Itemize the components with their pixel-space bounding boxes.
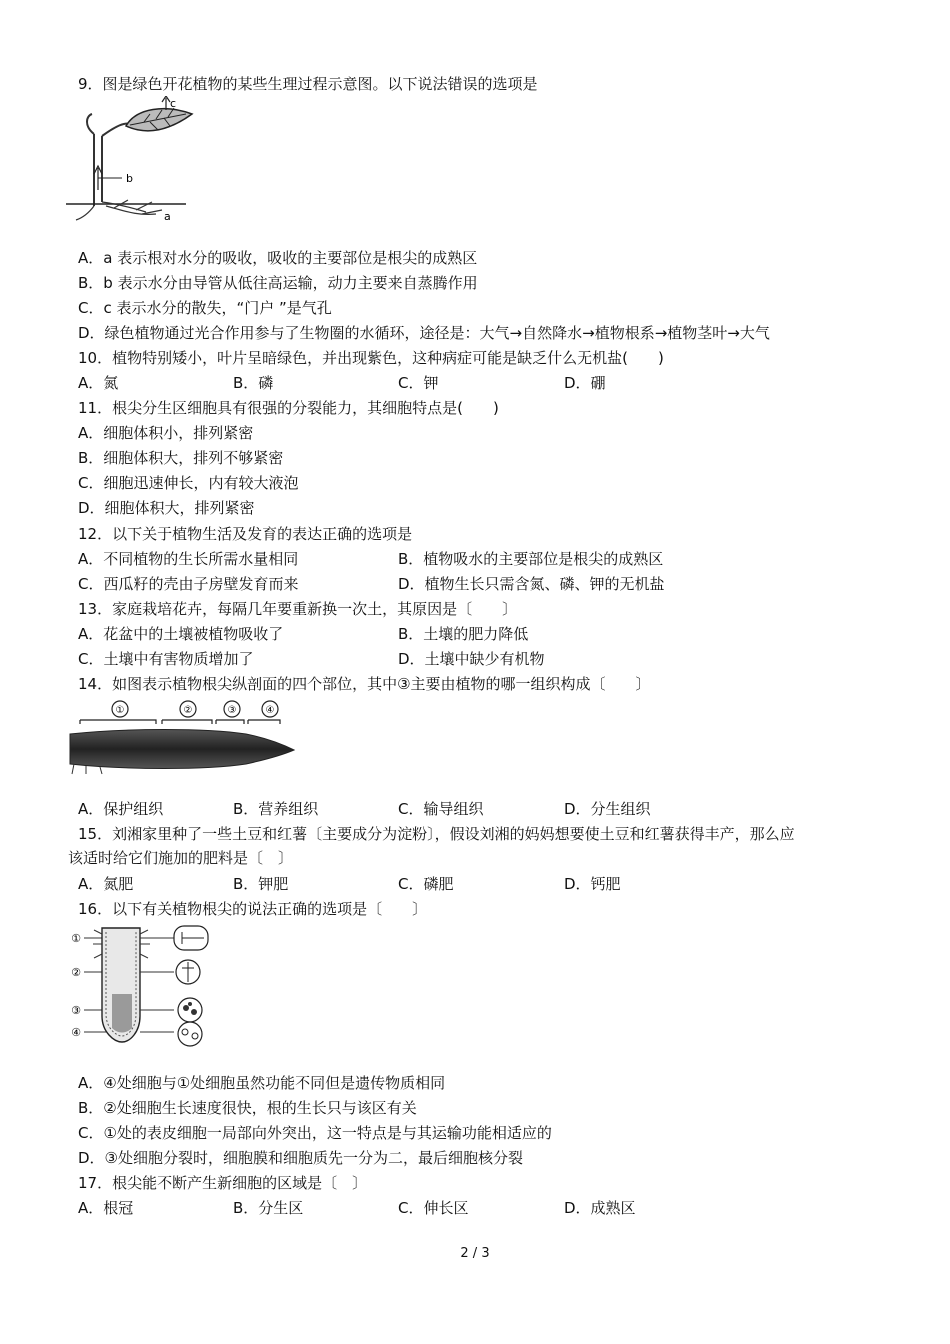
q16-root-tip-diagram <box>66 924 216 1048</box>
q17-option-a: A．根冠 <box>78 1199 134 1217</box>
q9-stem: 9．图是绿色开花植物的某些生理过程示意图。以下说法错误的选项是 <box>78 75 538 93</box>
q16-option-b: B．②处细胞生长速度很快，根的生长只与该区有关 <box>78 1099 417 1117</box>
q13-stem: 13．家庭栽培花卉，每隔几年要重新换一次土，其原因是〔 〕 <box>78 600 518 618</box>
q10-option-a: A．氮 <box>78 374 119 392</box>
q13-option-a: A．花盆中的土壤被植物吸收了 <box>78 625 284 643</box>
q9-label-c: c <box>170 97 177 110</box>
q15-option-d: D．钙肥 <box>564 875 621 893</box>
q9-option-d: D．绿色植物通过光合作用参与了生物圈的水循环，途径是：大气→自然降水→植物根系→植物茎叶→大气 <box>78 324 770 342</box>
q10-option-c: C．钾 <box>398 374 439 392</box>
q15-option-b: B．钾肥 <box>233 875 289 893</box>
q14-root-tip-diagram <box>66 698 298 778</box>
q12-option-b: B．植物吸水的主要部位是根尖的成熟区 <box>398 550 664 568</box>
q14-label-4: ④ <box>265 705 275 716</box>
q12-option-a: A．不同植物的生长所需水量相同 <box>78 550 299 568</box>
q14-label-2: ② <box>183 705 193 716</box>
q16-option-a: A．④处细胞与①处细胞虽然功能不同但是遗传物质相同 <box>78 1074 446 1092</box>
q9-plant-diagram <box>66 96 196 224</box>
q13-option-c: C．土壤中有害物质增加了 <box>78 650 254 668</box>
q16-label-3: ③ <box>71 1004 81 1017</box>
q12-option-d: D．植物生长只需含氮、磷、钾的无机盐 <box>398 575 665 593</box>
q10-option-b: B．磷 <box>233 374 274 392</box>
q16-label-1: ① <box>71 932 81 945</box>
q11-stem: 11．根尖分生区细胞具有很强的分裂能力，其细胞特点是( ) <box>78 399 499 417</box>
q17-stem: 17．根尖能不断产生新细胞的区域是〔 〕 <box>78 1174 368 1192</box>
q14-option-b: B．营养组织 <box>233 800 319 818</box>
q9-label-a: a <box>164 210 171 223</box>
q16-label-2: ② <box>71 966 81 979</box>
q12-option-c: C．西瓜籽的壳由子房壁发育而来 <box>78 575 299 593</box>
q17-option-b: B．分生区 <box>233 1199 304 1217</box>
q14-label-3: ③ <box>227 705 237 716</box>
q15-stem-line1: 15．刘湘家里种了一些土豆和红薯〔主要成分为淀粉〕，假设刘湘的妈妈想要使土豆和红薯获得丰产，那么应 <box>78 825 795 843</box>
q14-option-d: D．分生组织 <box>564 800 651 818</box>
q17-option-c: C．伸长区 <box>398 1199 469 1217</box>
q9-label-b: b <box>126 172 133 185</box>
q15-stem-line2: 该适时给它们施加的肥料是〔 〕 <box>68 849 294 867</box>
q9-option-b: B．b 表示水分由导管从低往高运输，动力主要来自蒸腾作用 <box>78 274 478 292</box>
q14-label-1: ① <box>115 705 125 716</box>
q10-stem: 10．植物特别矮小，叶片呈暗绿色，并出现紫色，这种病症可能是缺乏什么无机盐( ) <box>78 349 664 367</box>
q11-option-a: A．细胞体积小，排列紧密 <box>78 424 254 442</box>
q11-option-b: B．细胞体积大，排列不够紧密 <box>78 449 284 467</box>
q11-option-c: C．细胞迅速伸长，内有较大液泡 <box>78 474 299 492</box>
q16-option-d: D．③处细胞分裂时，细胞膜和细胞质先一分为二，最后细胞核分裂 <box>78 1149 524 1167</box>
q13-option-b: B．土壤的肥力降低 <box>398 625 529 643</box>
q14-option-c: C．输导组织 <box>398 800 484 818</box>
q14-option-a: A．保护组织 <box>78 800 164 818</box>
q11-option-d: D．细胞体积大，排列紧密 <box>78 499 255 517</box>
q10-option-d: D．硼 <box>564 374 606 392</box>
q17-option-d: D．成熟区 <box>564 1199 636 1217</box>
q16-label-4: ④ <box>71 1026 81 1039</box>
q16-stem: 16．以下有关植物根尖的说法正确的选项是〔 〕 <box>78 900 428 918</box>
q14-stem: 14．如图表示植物根尖纵剖面的四个部位，其中③主要由植物的哪一组织构成〔 〕 <box>78 675 651 693</box>
q16-option-c: C．①处的表皮细胞一局部向外突出，这一特点是与其运输功能相适应的 <box>78 1124 552 1142</box>
q9-option-c: C．c 表示水分的散失，“门户 ”是气孔 <box>78 299 332 317</box>
q9-option-a: A．a 表示根对水分的吸收，吸收的主要部位是根尖的成熟区 <box>78 249 478 267</box>
q15-option-c: C．磷肥 <box>398 875 454 893</box>
page-number: 2 / 3 <box>460 1246 490 1261</box>
q12-stem: 12．以下关于植物生活及发育的表达正确的选项是 <box>78 525 413 543</box>
q15-option-a: A．氮肥 <box>78 875 134 893</box>
q13-option-d: D．土壤中缺少有机物 <box>398 650 545 668</box>
